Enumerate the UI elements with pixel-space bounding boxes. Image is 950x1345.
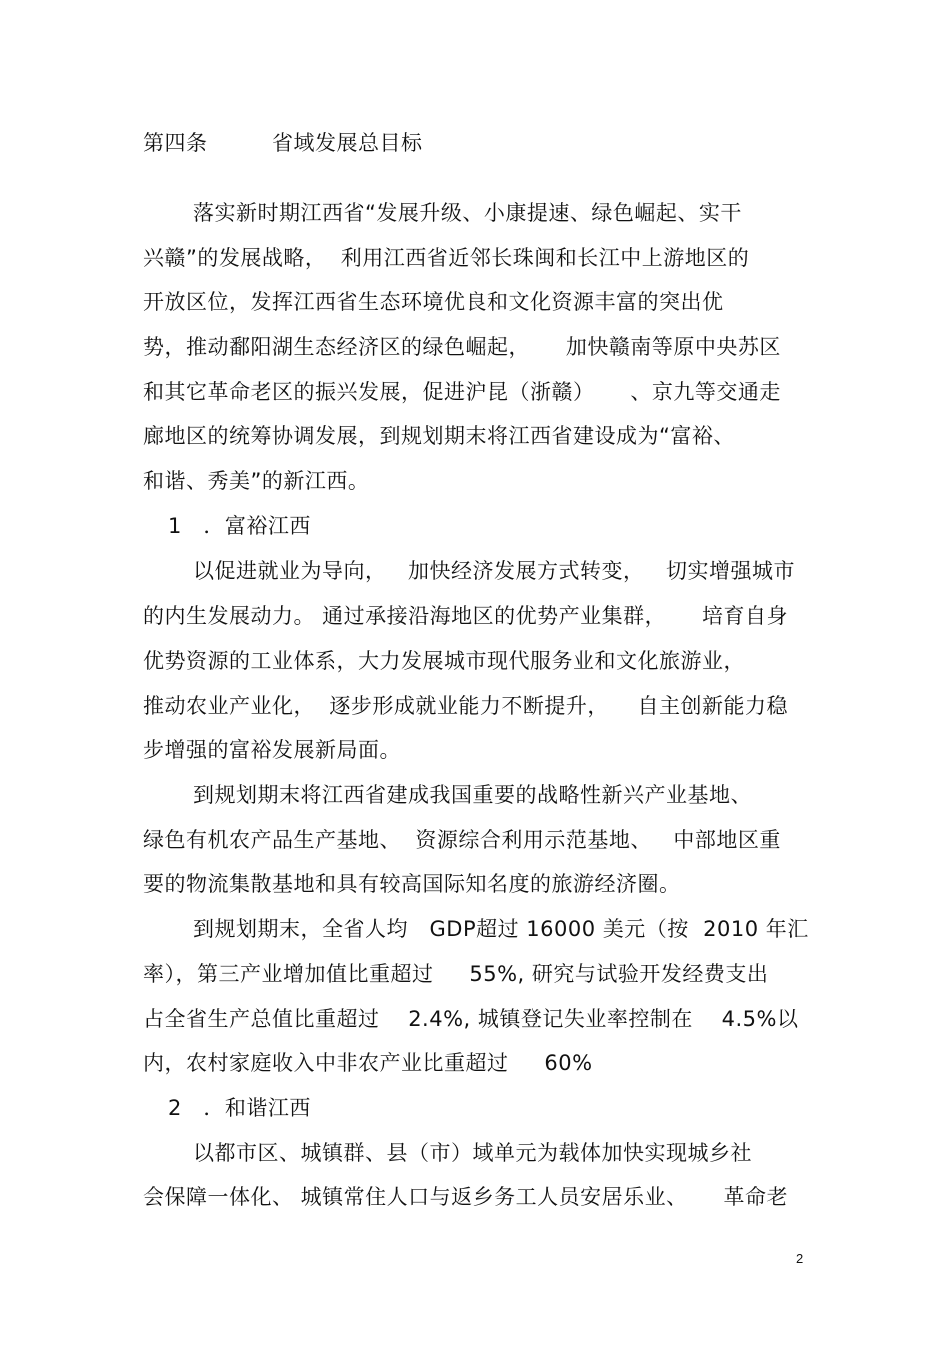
section-1-para-2-line-2: 绿色有机农产品生产基地、 资源综合利用示范基地、 中部地区重 bbox=[143, 828, 781, 852]
section-1-heading: 1 ．富裕江西 bbox=[168, 514, 311, 538]
section-1-para-3-line-1: 到规划期末，全省人均 GDP超过 16000 美元（按 2010 年汇 bbox=[193, 917, 809, 941]
section-2-para-1-line-2: 会保障一体化、 城镇常住人口与返乡务工人员安居乐业、 革命老 bbox=[143, 1185, 789, 1209]
section-2-heading: 2 ．和谐江西 bbox=[168, 1096, 311, 1120]
intro-line-4: 势，推动鄱阳湖生态经济区的绿色崛起， 加快赣南等原中央苏区 bbox=[143, 335, 781, 359]
section-1-para-1-line-5: 步增强的富裕发展新局面。 bbox=[143, 738, 401, 762]
intro-line-6: 廊地区的统筹协调发展，到规划期末将江西省建设成为“富裕、 bbox=[143, 424, 735, 448]
intro-line-1: 落实新时期江西省“发展升级、小康提速、绿色崛起、实干 bbox=[193, 201, 742, 225]
section-1-para-3-line-2: 率），第三产业增加值比重超过 55%, 研究与试验开发经费支出 bbox=[143, 962, 769, 986]
section-1-para-2-line-1: 到规划期末将江西省建成我国重要的战略性新兴产业基地、 bbox=[193, 783, 752, 807]
section-1-para-1-line-2: 的内生发展动力。 通过承接沿海地区的优势产业集群， 培育自身 bbox=[143, 604, 789, 628]
intro-line-5: 和其它革命老区的振兴发展，促进沪昆（浙赣） 、京九等交通走 bbox=[143, 380, 781, 404]
section-2-para-1-line-1: 以都市区、城镇群、县（市）域单元为载体加快实现城乡社 bbox=[193, 1141, 752, 1165]
article-title: 第四条 省域发展总目标 bbox=[143, 131, 423, 155]
section-1-para-2-line-3: 要的物流集散基地和具有较高国际知名度的旅游经济圈。 bbox=[143, 872, 681, 896]
page-number: 2 bbox=[796, 1251, 804, 1266]
section-1-para-1-line-3: 优势资源的工业体系，大力发展城市现代服务业和文化旅游业， bbox=[143, 649, 745, 673]
section-1-para-3-line-3: 占全省生产总值比重超过 2.4%, 城镇登记失业率控制在 4.5%以 bbox=[143, 1007, 799, 1031]
intro-line-7: 和谐、秀美”的新江西。 bbox=[143, 469, 370, 493]
intro-line-3: 开放区位，发挥江西省生态环境优良和文化资源丰富的突出优 bbox=[143, 290, 724, 314]
intro-line-2: 兴赣”的发展战略， 利用江西省近邻长珠闽和长江中上游地区的 bbox=[143, 246, 750, 270]
section-1-para-1-line-4: 推动农业产业化， 逐步形成就业能力不断提升， 自主创新能力稳 bbox=[143, 694, 789, 718]
section-1-para-3-line-4: 内，农村家庭收入中非农产业比重超过 60% bbox=[143, 1051, 593, 1075]
section-1-para-1-line-1: 以促进就业为导向， 加快经济发展方式转变， 切实增强城市 bbox=[193, 559, 796, 583]
